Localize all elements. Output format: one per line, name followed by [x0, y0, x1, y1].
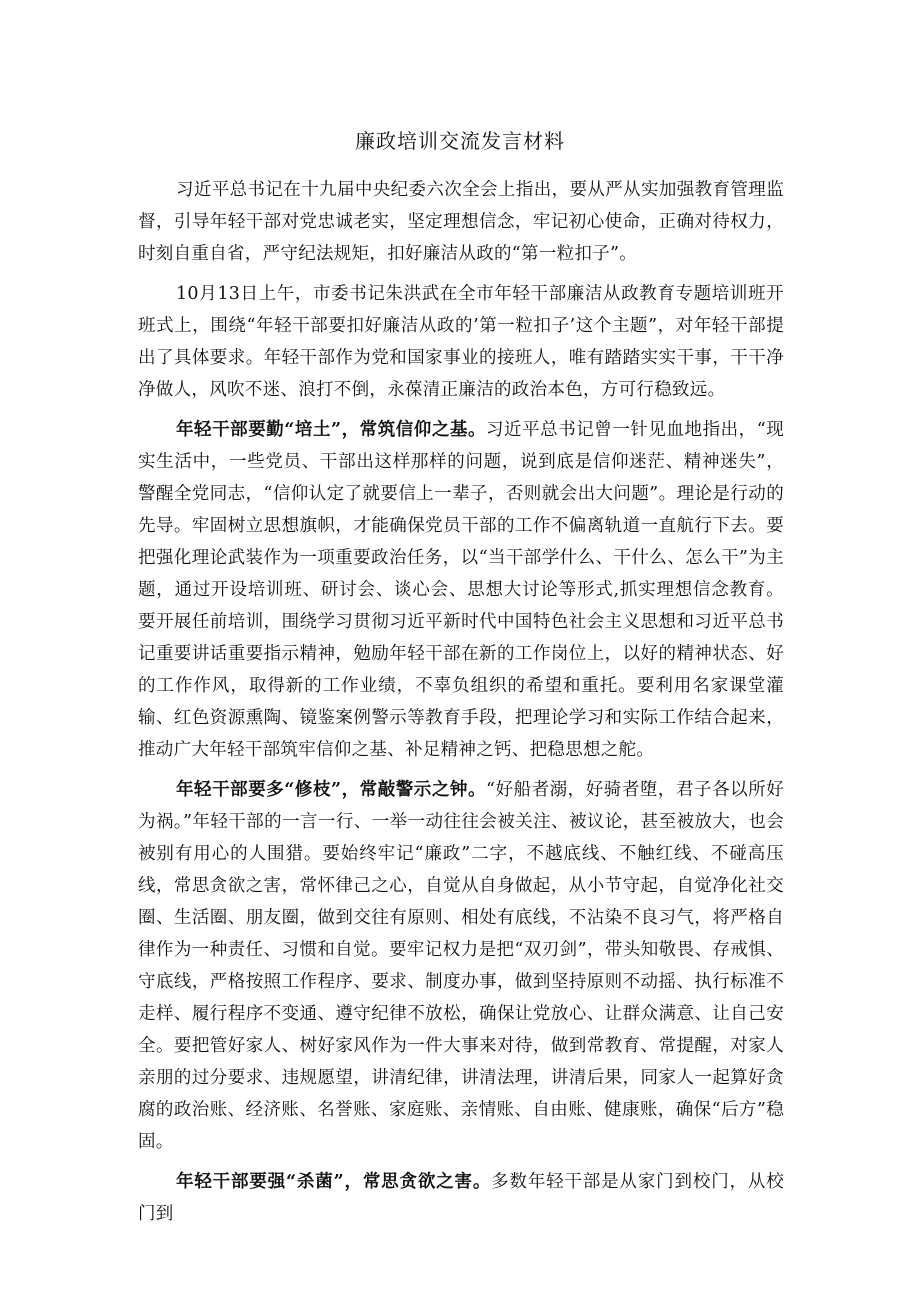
document-body [138, 174, 784, 1238]
paragraph-lead: 年轻干部要强“杀菌”，常思贪欲之害。 [176, 1172, 492, 1192]
paragraph-5 [138, 1166, 784, 1230]
paragraph-lead: 年轻干部要多“修枝”，常敲警示之钟。 [176, 780, 486, 800]
document-title: 廉政培训交流发言材料 [355, 129, 565, 153]
paragraph-text: 多数年轻干部是从家门到校门，从校门到 [138, 1172, 784, 1224]
paragraph-text: 习近平总书记在十九届中央纪委六次全会上指出，要从严从实加强教育管理监督，引导年轻干部对党忠诚老实，坚定理想信念，牢记初心使命，正确对待权力，时刻自重自省，严守纪法规矩，扣好廉洁从政的“第一粒扣子”。 [138, 180, 784, 264]
paragraph-4 [138, 774, 784, 1158]
paragraph-3 [138, 414, 784, 766]
paragraph-lead: 年轻干部要勤“培土”，常筑信仰之基。 [176, 420, 486, 440]
paragraph-text: “好船者溺，好骑者堕，君子各以所好为祸。”年轻干部的一言一行、一举一动往往会被关注、被议论，甚至被放大，也会被别有用心的人围猎。要始终牢记“廉政”二字，不越底线、不触红线、不碰高压线，常思贪欲之害，常怀律己之心，自觉从自身做起，从小节守起，自觉净化社交圈、生活圈、朋友圈，做到交往有原则、相处有底线，不沾染不良习气，将严格自律作为一种责任、习惯和自觉。要牢记权力是把“双刃剑”，带头知敬畏、存戒惧、守底线，严格按照工作程序、要求、制度办事，做到坚持原则不动摇、执行标准不走样、履行程序不变通、遵守纪律不放松，确保让党放心、让群众满意、让自己安全。要把管好家人、树好家风作为一件大事来对待，做到常教育、常提醒，对家人亲朋的过分要求、违规愿望，讲清纪律，讲清法理，讲清后果，同家人一起算好贪腐的政治账、经济账、名誉账、家庭账、亲情账、自由账、健康账，确保“后方”稳固。 [138, 780, 785, 1152]
paragraph-text: 习近平总书记曾一针见血地指出，“现实生活中，一些党员、干部出这样那样的问题，说到底是信仰迷茫、精神迷失”，警醒全党同志，“信仰认定了就要信上一辈子，否则就会出大问题”。理论是行动的先导。牢固树立思想旗帜，才能确保党员干部的工作不偏离轨道一直航行下去。要把强化理论武装作为一项重要政治任务，以“当干部学什么、干什么、怎么干”为主题，通过开设培训班、研讨会、谈心会、思想大讨论等形式,抓实理想信念教育。要开展任前培训，围绕学习贯彻习近平新时代中国特色社会主义思想和习近平总书记重要讲话重要指示精神，勉励年轻干部在新的工作岗位上，以好的精神状态、好的工作作风，取得新的工作业绩，不辜负组织的希望和重托。要利用名家课堂灌输、红色资源熏陶、镜鉴案例警示等教育手段，把理论学习和实际工作结合起来，推动广大年轻干部筑牢信仰之基、补足精神之钙、把稳思想之舵。 [138, 420, 785, 760]
paragraph-1 [138, 174, 784, 270]
paragraph-2 [138, 278, 784, 406]
paragraph-text: 10月13日上午，市委书记朱洪武在全市年轻干部廉洁从政教育专题培训班开班式上，围绕“年轻干部要扣好廉洁从政的’第一粒扣子’这个主题”，对年轻干部提出了具体要求。年轻干部作为党和国家事业的接班人，唯有踏踏实实干事，干干净净做人，风吹不迷、浪打不倒，永葆清正廉洁的政治本色，方可行稳致远。 [138, 284, 784, 400]
